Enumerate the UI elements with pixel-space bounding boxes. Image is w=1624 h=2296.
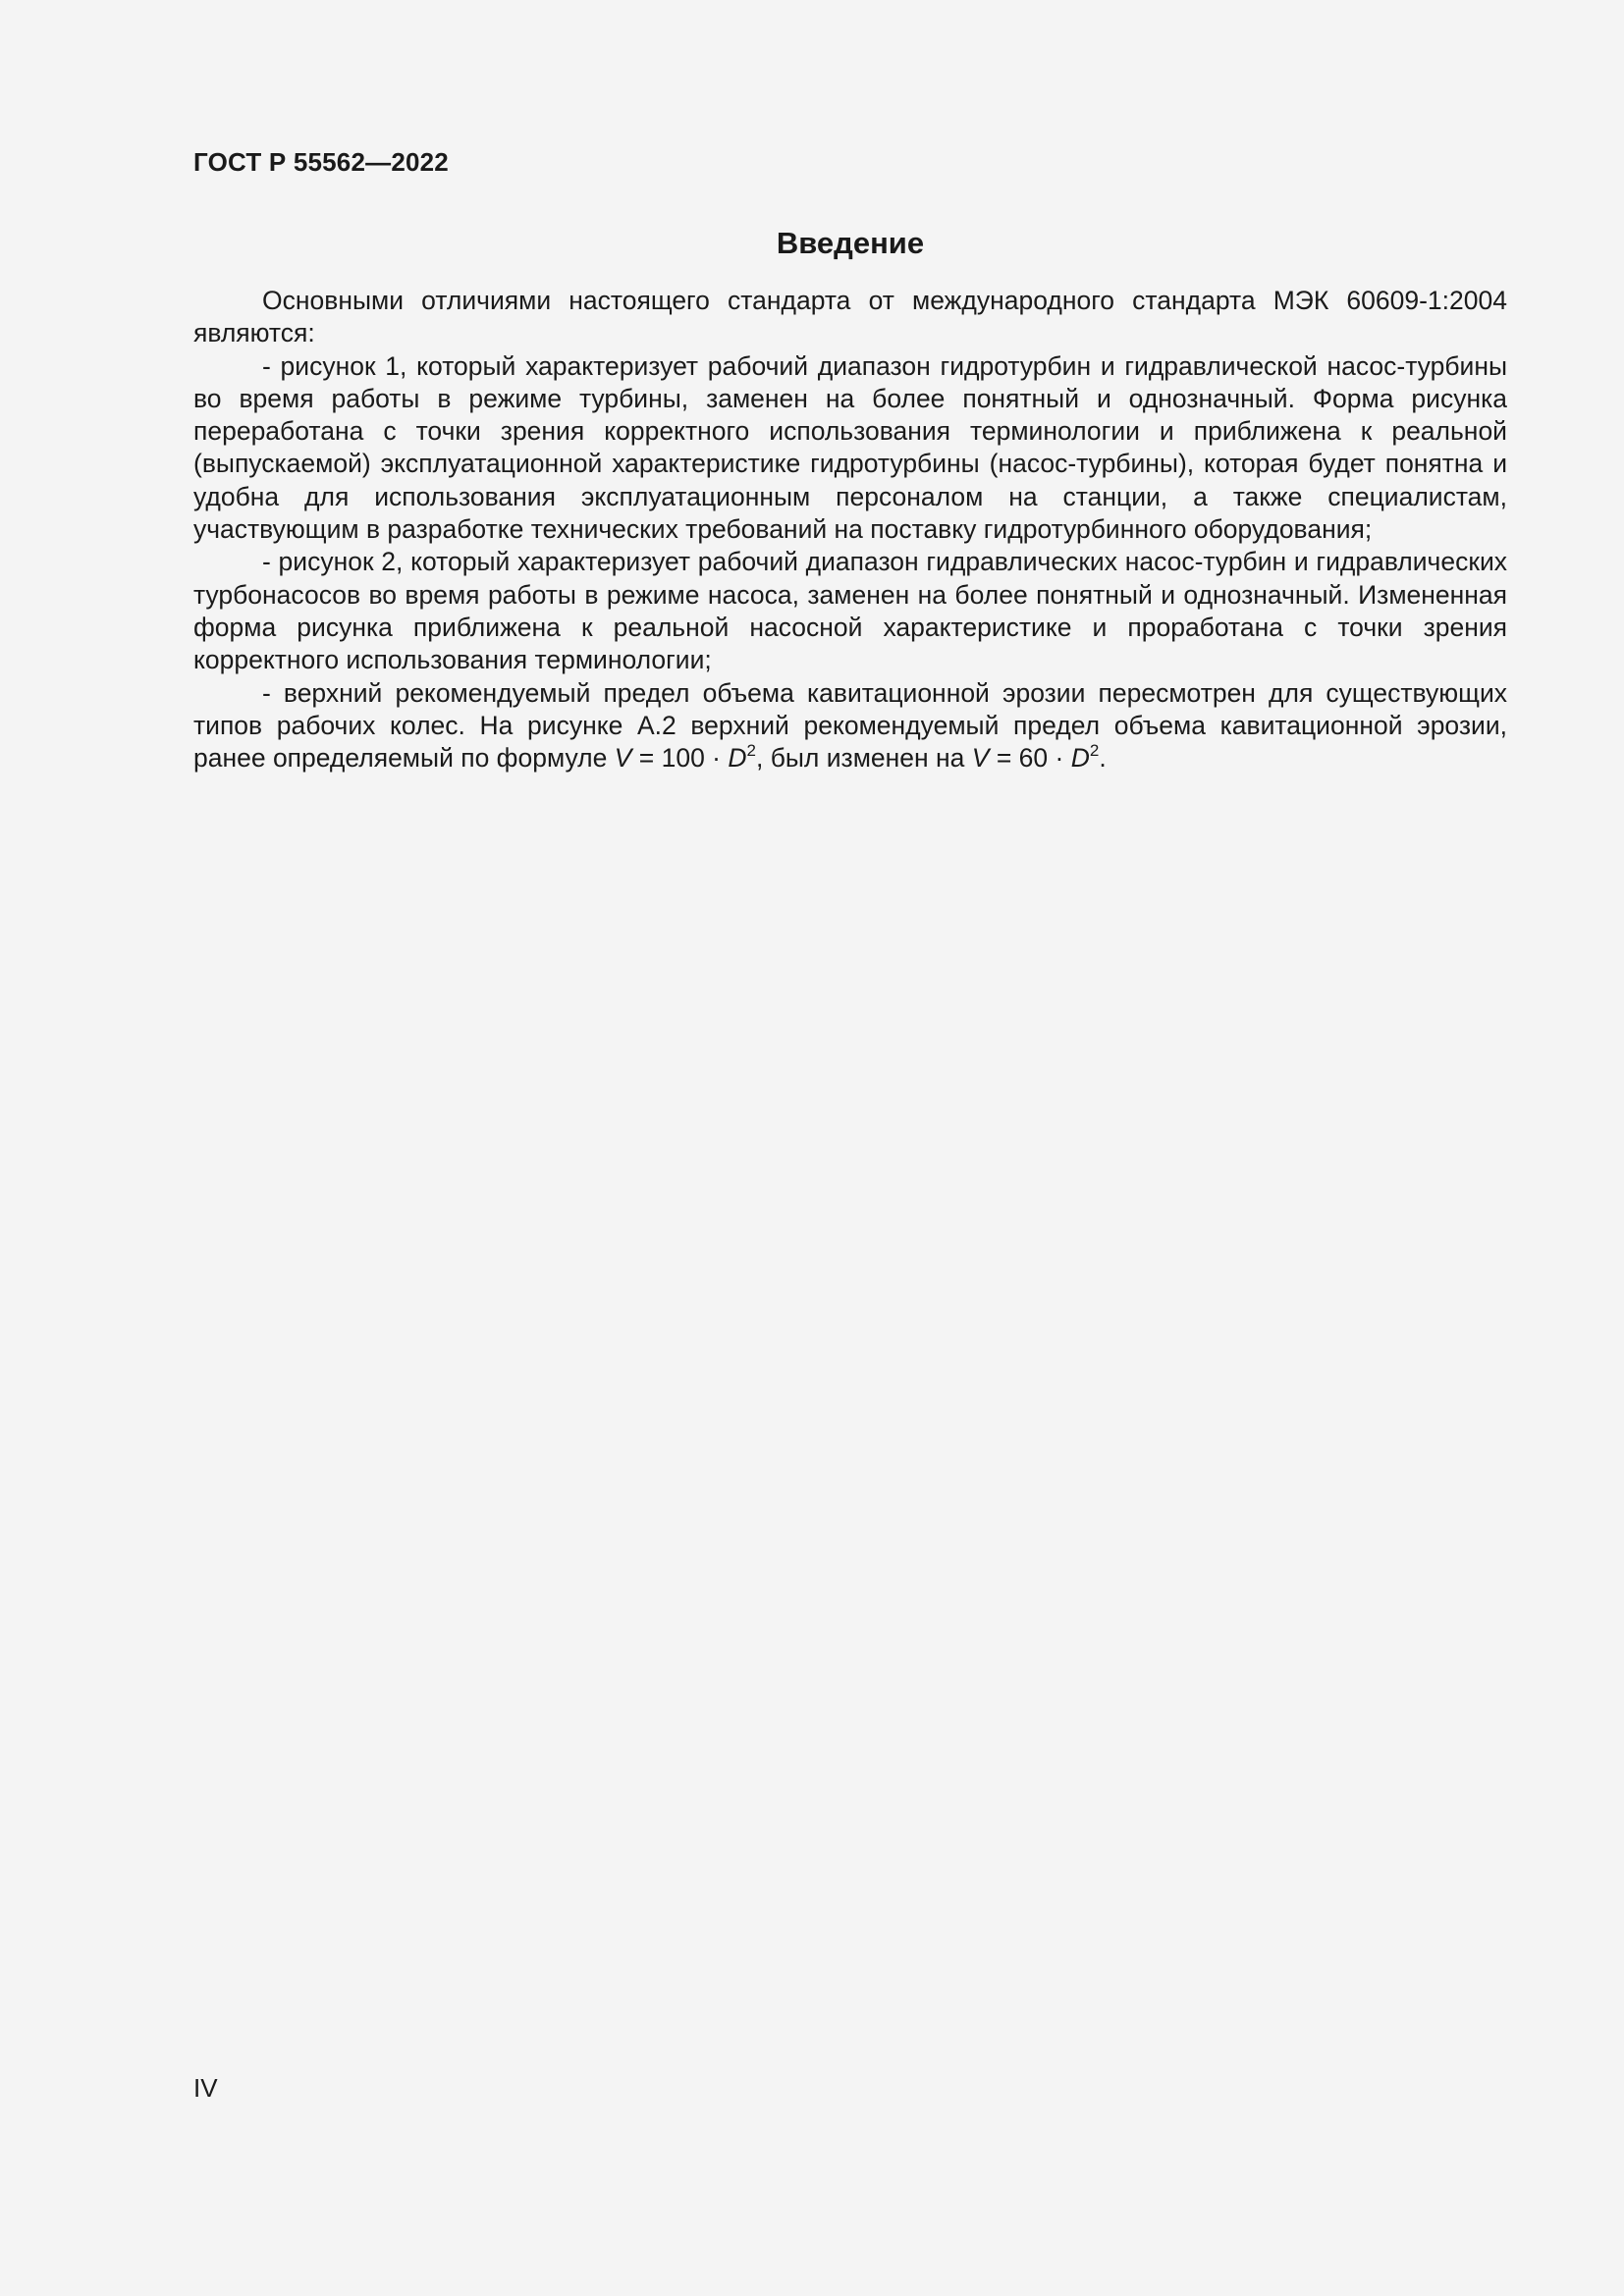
section-body bbox=[193, 285, 1507, 774]
paragraph-item-3 bbox=[193, 677, 1507, 775]
formula-1-middle: = 100 · bbox=[631, 743, 729, 774]
item-3-middle: , был изменен на bbox=[755, 743, 972, 774]
section-title: Введение bbox=[776, 226, 925, 260]
formula-1-variable-d: D bbox=[728, 743, 747, 774]
formula-2-variable-v: V bbox=[971, 743, 990, 774]
formula-1-exponent: 2 bbox=[746, 741, 756, 761]
paragraph-intro: Основными отличиями настоящего стандарта от международного стандарта МЭК 60609-1:2004 являются: bbox=[193, 286, 1507, 348]
formula-1-variable-v: V bbox=[614, 743, 632, 774]
formula-2-middle: = 60 · bbox=[989, 743, 1071, 774]
document-id-header: ГОСТ Р 55562—2022 bbox=[193, 147, 449, 177]
formula-2-variable-d: D bbox=[1070, 743, 1090, 774]
paragraph-item-1: - рисунок 1, который характеризует рабочий диапазон гидротурбин и гидравлической насос-турбины во время работы в режиме турбины, заменен на более понятный и однозначный. Форма рисунка переработана с точки зрения корректного использования терминологии и приближена к реальной (выпускаемой) эксплуатационной характеристике гидротурбины (насос-турбины), которая будет понятна и удобна для использования эксплуатационным персоналом на станции, а также специалистам, участвующим в разработке технических требований на поставку гидротурбинного оборудования; bbox=[193, 350, 1507, 545]
item-3-end: . bbox=[1099, 743, 1107, 774]
page-number: IV bbox=[193, 2073, 218, 2103]
item-3-text: - верхний рекомендуемый предел объема кавитационной эрозии пересмотрен для существующих типов рабочих колес. На рисунке А.2 верхний рекомендуемый предел объема кавитационной эрозии, ранее определяемый по формуле bbox=[193, 677, 1507, 774]
paragraph-item-2: - рисунок 2, который характеризует рабочий диапазон гидравлических насос-турбин и гидравлических турбонасосов во время работы в режиме насоса, заменен на более понятный и однозначный. Измененная форма рисунка приближена к реальной насосной характеристике и проработана с точки зрения корректного использования терминологии; bbox=[193, 547, 1507, 675]
formula-2-exponent: 2 bbox=[1089, 741, 1100, 761]
